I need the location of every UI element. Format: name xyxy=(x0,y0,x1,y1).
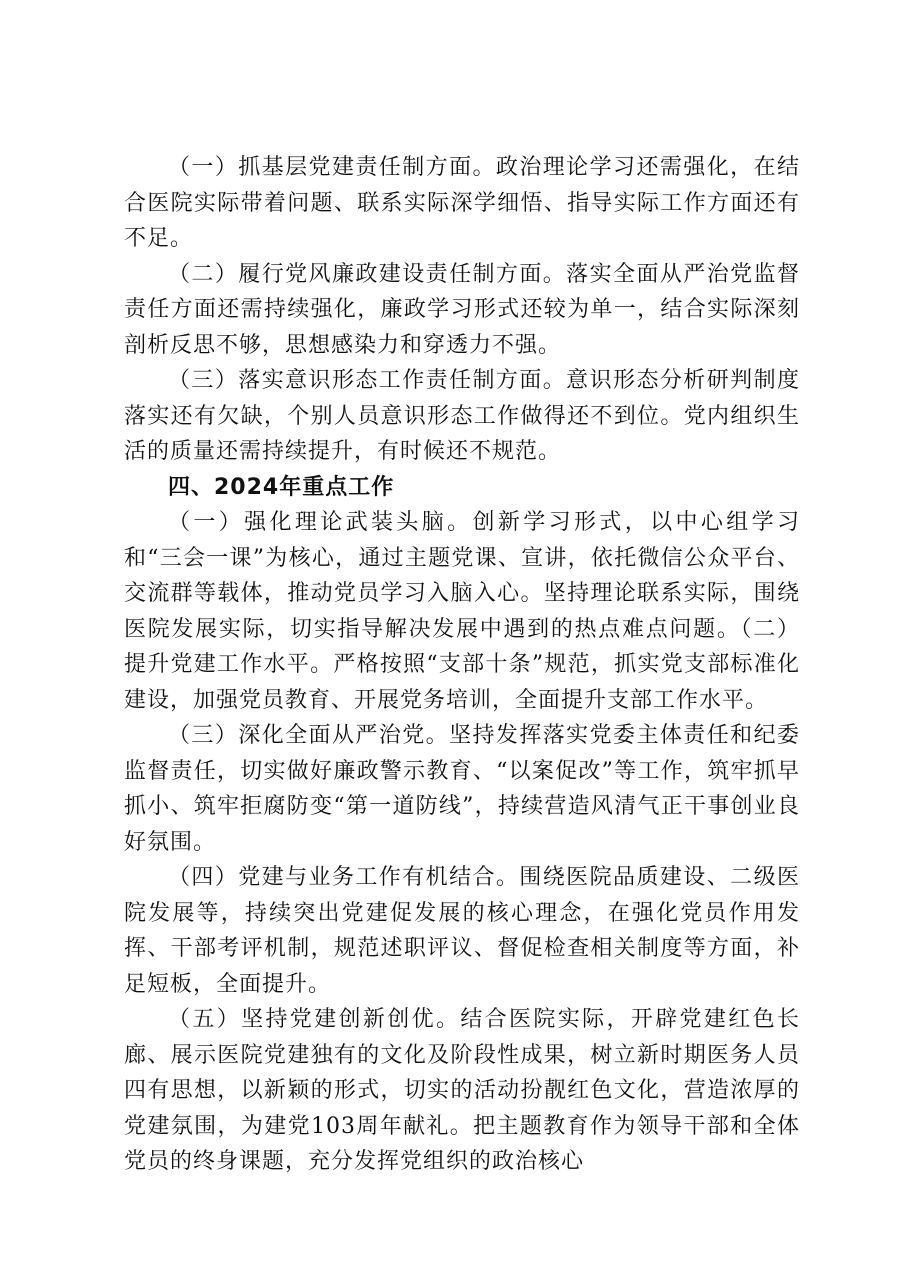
paragraph-section4-item3: （三）深化全面从严治党。坚持发挥落实党委主体责任和纪委监督责任，切实做好廉政警示教育、“以案促改”等工作，筑牢抓早抓小、筑牢拒腐防变“第一道防线”，持续营造风清气正干事创业良好氛围。 xyxy=(124,723,800,855)
paragraph-section4-item5: （五）坚持党建创新创优。结合医院实际，开辟党建红色长廊、展示医院党建独有的文化及阶段性成果，树立新时期医务人员四有思想，以新颖的形式，切实的活动扮靓红色文化，营造浓厚的党建氛围，为建党103周年献礼。把主题教育作为领导干部和全体党员的终身课题，充分发挥党组织的政治核心 xyxy=(124,1007,800,1174)
paragraph-section3-item3: （三）落实意识形态工作责任制方面。意识形态分析研判制度落实还有欠缺，个别人员意识形态工作做得还不到位。党内组织生活的质量还需持续提升，有时候还不规范。 xyxy=(124,368,800,464)
paragraph-section4-item4: （四）党建与业务工作有机结合。围绕医院品质建设、二级医院发展等，持续突出党建促发展的核心理念，在强化党员作用发挥、干部考评机制，规范述职评议、督促检查相关制度等方面，补足短板，全面提升。 xyxy=(124,865,800,997)
section4-heading: 四、2024年重点工作 xyxy=(168,474,395,500)
paragraph-section3-item2: （二）履行党风廉政建设责任制方面。落实全面从严治党监督责任方面还需持续强化，廉政学习形式还较为单一，结合实际深刻剖析反思不够，思想感染力和穿透力不强。 xyxy=(124,261,800,358)
paragraph-section4-item1: （一）强化理论武装头脑。创新学习形式，以中心组学习和“三会一课”为核心，通过主题党课、宣讲，依托微信公众平台、交流群等载体，推动党员学习入脑入心。坚持理论联系实际，围绕医院发展实际，切实指导解决发展中遇到的热点难点问题。（二）提升党建工作水平。严格按照“支部十条”规范，抓实党支部标准化建设，加强党员教育、开展党务培训，全面提升支部工作水平。 xyxy=(124,510,800,713)
document-body xyxy=(124,150,800,1180)
paragraph-section3-item1: （一）抓基层党建责任制方面。政治理论学习还需强化，在结合医院实际带着问题、联系实际深学细悟、指导实际工作方面还有不足。 xyxy=(124,155,800,251)
